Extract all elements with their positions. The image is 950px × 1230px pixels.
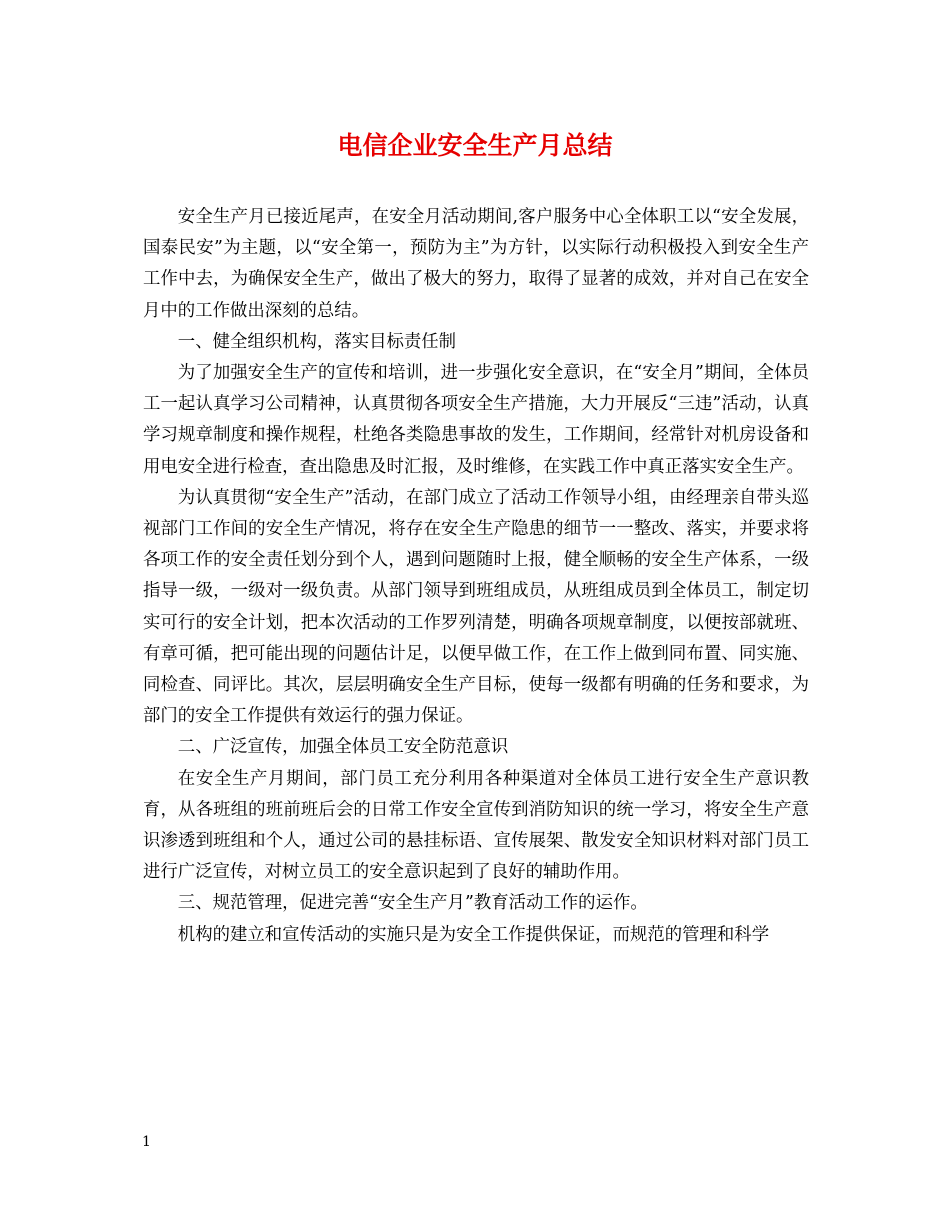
paragraph-section-3: 机构的建立和宣传活动的实施只是为安全工作提供保证，而规范的管理和科学 [177,924,770,945]
section-heading-3: 三、规范管理，促进完善“安全生产月”教育活动工作的运作。 [177,893,648,914]
paragraph-section-2: 在安全生产月期间，部门员工充分利用各种渠道对全体员工进行安全生产意识教育，从各班组的班前班后会的日常工作安全宣传到消防知识的统一学习，将安全生产意识渗透到班组和个人，通过公司的悬挂标语、宣传展架、散发安全知识材料对部门员工进行广泛宣传，对树立员工的安全意识起到了良好的辅助作用。 [143,768,809,883]
document-body [143,202,809,951]
document-title: 电信企业安全生产月总结 [337,131,613,160]
paragraph-intro: 安全生产月已接近尾声，在安全月活动期间,客户服务中心全体职工以“安全发展，国泰民安”为主题，以“安全第一，预防为主”为方针，以实际行动积极投入到安全生产工作中去，为确保安全生产，做出了极大的努力，取得了显著的成效，并对自己在安全月中的工作做出深刻的总结。 [143,207,809,321]
paragraph-section-1-a: 为了加强安全生产的宣传和培训，进一步强化安全意识，在“安全月”期间，全体员工一起认真学习公司精神，认真贯彻各项安全生产措施，大力开展反“三违”活动，认真学习规章制度和操作规程，杜绝各类隐患事故的发生，工作期间，经常针对机房设备和用电安全进行检查，查出隐患及时汇报，及时维修，在实践工作中真正落实安全生产。 [143,363,809,477]
section-heading-2: 二、广泛宣传，加强全体员工安全防范意识 [177,737,509,758]
section-heading-1: 一、健全组织机构，落实目标责任制 [177,331,457,352]
page-number: 1 [142,1134,151,1150]
paragraph-section-1-b: 为认真贯彻“安全生产”活动，在部门成立了活动工作领导小组，由经理亲自带头巡视部门工作间的安全生产情况，将存在安全生产隐患的细节一一整改、落实，并要求将各项工作的安全责任划分到个人，遇到问题随时上报，健全顺畅的安全生产体系，一级指导一级，一级对一级负责。从部门领导到班组成员，从班组成员到全体员工，制定切实可行的安全计划，把本次活动的工作罗列清楚，明确各项规章制度，以便按部就班、有章可循，把可能出现的问题估计足，以便早做工作，在工作上做到同布置、同实施、同检查、同评比。其次，层层明确安全生产目标，使每一级都有明确的任务和要求，为部门的安全工作提供有效运行的强力保证。 [143,487,809,727]
